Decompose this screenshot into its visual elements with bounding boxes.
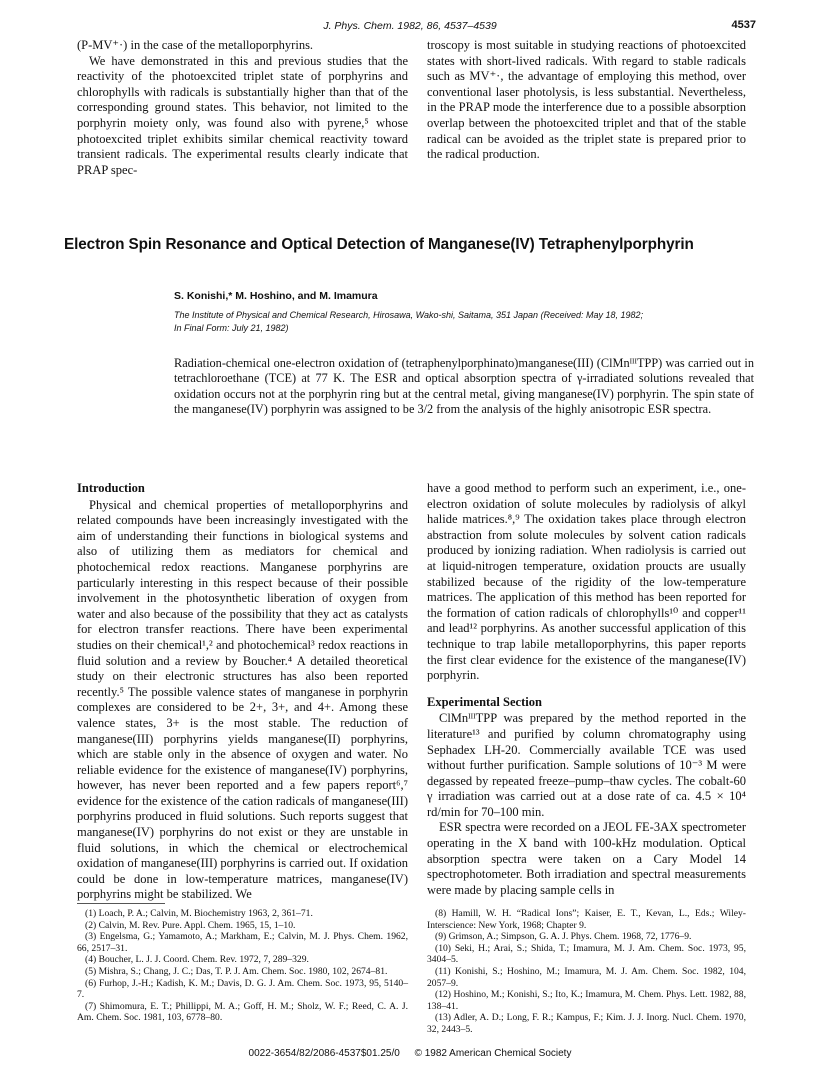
main-left-column: [77, 481, 408, 903]
footnotes-left: [77, 908, 408, 1024]
previous-article-right-column: [427, 38, 746, 163]
article-affiliation: [174, 309, 774, 334]
footnote: (12) Hoshino, M.; Konishi, S.; Ito, K.; Imamura, M. Chem. Phys. Lett. 1982, 88, 138–41.: [427, 989, 746, 1012]
footnote: (9) Grimson, A.; Simpson, G. A. J. Phys. Chem. 1968, 72, 1776–9.: [435, 931, 692, 943]
page-footer: [0, 1048, 820, 1059]
experimental-heading: Experimental Section: [427, 694, 542, 709]
footnote: (4) Boucher, L. J. J. Coord. Chem. Rev. 1972, 7, 289–329.: [85, 954, 309, 966]
article-authors: S. Konishi,* M. Hoshino, and M. Imamura: [174, 290, 378, 302]
abstract-text: Radiation-chemical one-electron oxidation of (tetraphenylporphinato)manganese(III) (ClMnᴵᴵᴵTPP) was carried out in tetrachloroethane (TCE) at 77 K. The ESR and optical absorption spectra of γ-irradiated solutions revealed that oxidation occurs not at the porphyrin ring but at the central metal, giving manganese(IV) porphyrin. The spin state of the manganese(IV) porphyrin was assigned to be 3/2 from the analysis of the highly anisotropic ESR spectra.: [174, 356, 754, 416]
footnote: (8) Hamill, W. H. “Radical Ions”; Kaiser, E. T., Kevan, L., Eds.; Wiley-Interscience: New York, 1968; Chapter 9.: [427, 908, 746, 931]
article-title: Electron Spin Resonance and Optical Detection of Manganese(IV) Tetraphenylporphyrin: [64, 236, 694, 253]
experimental-paragraph: ESR spectra were recorded on a JEOL FE-3AX spectrometer operating in the X band with 100-kHz modulation. Optical absorption spectra were taken on a Cary Model 14 spectrophotometer. Both irradiation and spectral measurements were made by placing sample cells in: [427, 820, 746, 897]
introduction-paragraph: Physical and chemical properties of metalloporphyrins and related compounds have been increasingly investigated with the aim of understanding their functions in biological systems and also of utilizing them as mediators for chemical and photochemical redox reactions. Manganese porphyrins are particularly interesting in this respect because of their possible involvement in the photosynthetic liberation of oxygen from water and also because of the possibility that they act as catalysts for electron transfer reactions. There have been experimental studies on their chemical¹,² and photochemical³ redox reactions in fluid solution and a review by Boucher.⁴ A detailed theoretical study on their electronic structures has also been reported recently.⁵ The possible valence states of manganese in porphyrin complexes are considered to be 2+, 3+, and 4+. Among these valence states, 3+ is the most stable. The reduction of manganese(III) porphyrins yields manganese(II) porphyrins, which are stable only in the absence of oxygen and water. No reliable evidence for the existence of manganese(IV) porphyrins, however, has never been reported and a few papers report⁶,⁷ evidence for the existence of the cation radicals of manganese(III) porphyrins produced in fluid solutions. Such reports suggest that manganese(IV) porphyrins do not exist or they are unstable in fluid solutions, in which the chemical or electrochemical oxidation of manganese(III) porphyrins is carried out. If oxidation could be done in low-temperature matrices, manganese(IV) porphyrins might be stabilized. We: [77, 497, 408, 902]
previous-article-left-column: [77, 38, 408, 178]
footnote: (5) Mishra, S.; Chang, J. C.; Das, T. P. J. Am. Chem. Soc. 1980, 102, 2674–81.: [85, 965, 388, 977]
footnote: (1) Loach, P. A.; Calvin, M. Biochemistry 1963, 2, 361–71.: [85, 908, 313, 919]
running-head: J. Phys. Chem. 1982, 86, 4537–4539: [323, 20, 497, 32]
footnotes-right: [427, 908, 746, 1036]
introduction-heading: Introduction: [77, 481, 145, 495]
introduction-continuation: have a good method to perform such an experiment, i.e., one-electron oxidation of solute molecules by radiolysis of alkyl halide matrices.⁸,⁹ The oxidation takes place through electron abstraction from solute molecules by solvent cation radicals produced by ionizing radiation. When radiolysis is carried out at liquid-nitrogen temperature, oxidation proucts are usually stabilized because of the rigidity of the low-temperature matrices. The application of this method has been reported for the formation of cation radicals of chlorophylls¹⁰ and copper¹¹ and lead¹² porphyrins. As another successful application of this technique to trap labile metalloporphyrins, this paper reports the first clear evidence for the existence of the manganese(IV) porphyrin.: [427, 481, 746, 683]
affiliation-line: In Final Form: July 21, 1982): [174, 322, 289, 333]
footnote: (7) Shimomura, E. T.; Phillippi, M. A.; Goff, H. M.; Sholz, W. F.; Reed, C. A. J. Am. Chem. Soc. 1981, 103, 6778–80.: [77, 1000, 408, 1024]
footnote: (6) Furhop, J.-H.; Kadish, K. M.; Davis, D. G. J. Am. Chem. Soc. 1973, 95, 5140–7.: [77, 977, 408, 1001]
footnote-rule: [77, 903, 165, 904]
main-right-column: [427, 481, 746, 898]
footnote: (13) Adler, A. D.; Long, F. R.; Kampus, F.; Kim. J. J. Inorg. Nucl. Chem. 1970, 32, 2443–5.: [427, 1012, 746, 1035]
footer-code: 0022-3654/82/2086-4537$01.25/0: [248, 1048, 400, 1059]
abstract: [174, 356, 754, 417]
affiliation-line: The Institute of Physical and Chemical Research, Hirosawa, Wako-shi, Saitama, 351 Japan (Received: May 18, 1982;: [174, 310, 644, 320]
previous-article-paragraph: troscopy is most suitable in studying reactions of photoexcited states with short-lived radicals. With regard to stable radicals such as MV⁺·, the advantage of employing this method, over conventional laser photolysis, is less substantial. Nevertheless, in the PRAP mode the interference due to a possible absorption overlap between the photoexcited triplet and that of the stable radical can be avoided as the triplet state is prepared prior to the radical production.: [427, 38, 746, 162]
footnote: (10) Seki, H.; Arai, S.; Shida, T.; Imamura, M. J. Am. Chem. Soc. 1973, 95, 3404–5.: [427, 942, 746, 966]
footnote: (2) Calvin, M. Rev. Pure. Appl. Chem. 1965, 15, 1–10.: [85, 919, 296, 931]
previous-article-paragraph: (P-MV⁺·) in the case of the metalloporphyrins.: [77, 38, 314, 52]
footnote: (11) Konishi, S.; Hoshino, M.; Imamura, M. J. Am. Chem. Soc. 1982, 104, 2057–9.: [427, 965, 746, 989]
footnote: (3) Engelsma, G.; Yamamoto, A.; Markham, E.; Calvin, M. J. Phys. Chem. 1962, 66, 2517–31.: [77, 931, 408, 954]
experimental-paragraph: ClMnᴵᴵᴵTPP was prepared by the method reported in the literature¹³ and purified by column chromatography using Sephadex LH-20. Commercially available TCE was used without further purification. Sample solutions of 10⁻³ M were degassed by repeated freeze–pump–thaw cycles. The cobalt-60 γ irradiation was carried out at a dose rate of ca. 4.5 × 10⁴ rd/min for 70–100 min.: [427, 711, 746, 819]
page-number: 4537: [731, 19, 756, 31]
previous-article-paragraph: We have demonstrated in this and previous studies that the reactivity of the photoexcited triplet state of porphyrins and chlorophylls with radicals is substantially higher than that of the corresponding ground states. This behavior, not limited to the porphyrin moiety only, was found also with pyrene,⁵ whose photoexcited triplet exhibits similar chemical reactivity toward transient radicals. The experimental results clearly indicate that PRAP spec-: [77, 53, 408, 177]
footer-copyright: © 1982 American Chemical Society: [414, 1048, 572, 1059]
